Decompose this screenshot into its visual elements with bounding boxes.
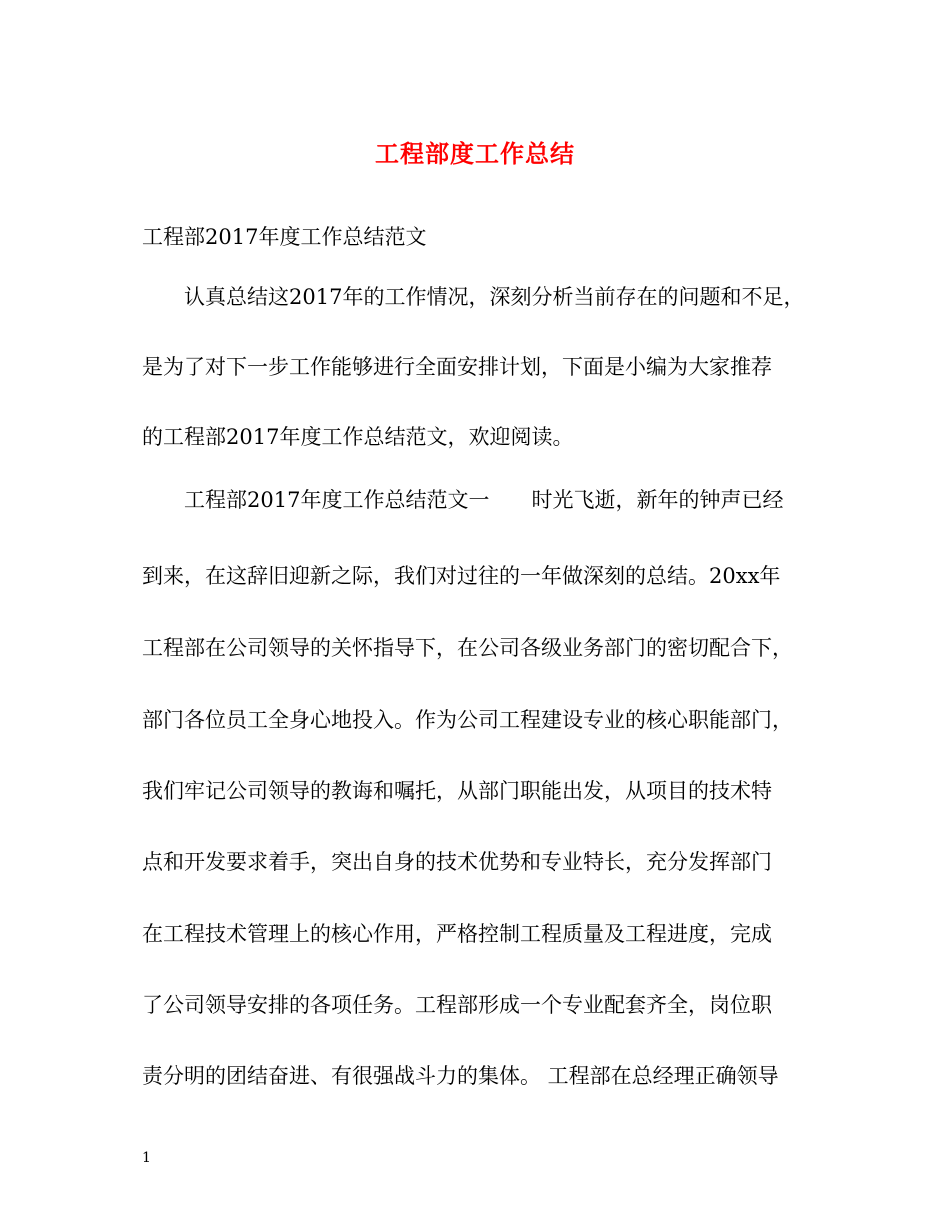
paragraph-line: 认真总结这2017年的工作情况，深刻分析当前存在的问题和不足，: [184, 285, 805, 309]
paragraph-line: 部门各位员工全身心地投入。作为公司工程建设专业的核心职能部门，: [142, 708, 793, 732]
paragraph-line: 了公司领导安排的各项任务。工程部形成一个专业配套齐全，岗位职: [142, 993, 772, 1017]
paragraph-line: 工程部在公司领导的关怀指导下，在公司各级业务部门的密切配合下，: [142, 636, 793, 660]
document-title: 工程部度工作总结: [375, 139, 575, 168]
paragraph-line: 工程部2017年度工作总结范文一 时光飞逝，新年的钟声已经: [184, 488, 784, 512]
paragraph-line: 的工程部2017年度工作总结范文，欢迎阅读。: [142, 425, 574, 449]
paragraph-line: 在工程技术管理上的核心作用，严格控制工程质量及工程进度，完成: [142, 922, 772, 946]
paragraph-line: 是为了对下一步工作能够进行全面安排计划，下面是小编为大家推荐: [142, 355, 772, 379]
paragraph-line: 到来，在这辞旧迎新之际，我们对过往的一年做深刻的总结。20xx年: [142, 564, 781, 588]
paragraph-line: 点和开发要求着手，突出自身的技术优势和专业特长，充分发挥部门: [142, 850, 772, 874]
page-number: 1: [142, 1150, 151, 1166]
document-subtitle: 工程部2017年度工作总结范文: [142, 225, 427, 249]
paragraph-line: 我们牢记公司领导的教诲和嘱托，从部门职能出发，从项目的技术特: [142, 779, 772, 803]
paragraph-line: 责分明的团结奋进、有很强战斗力的集体。 工程部在总经理正确领导: [142, 1064, 779, 1088]
